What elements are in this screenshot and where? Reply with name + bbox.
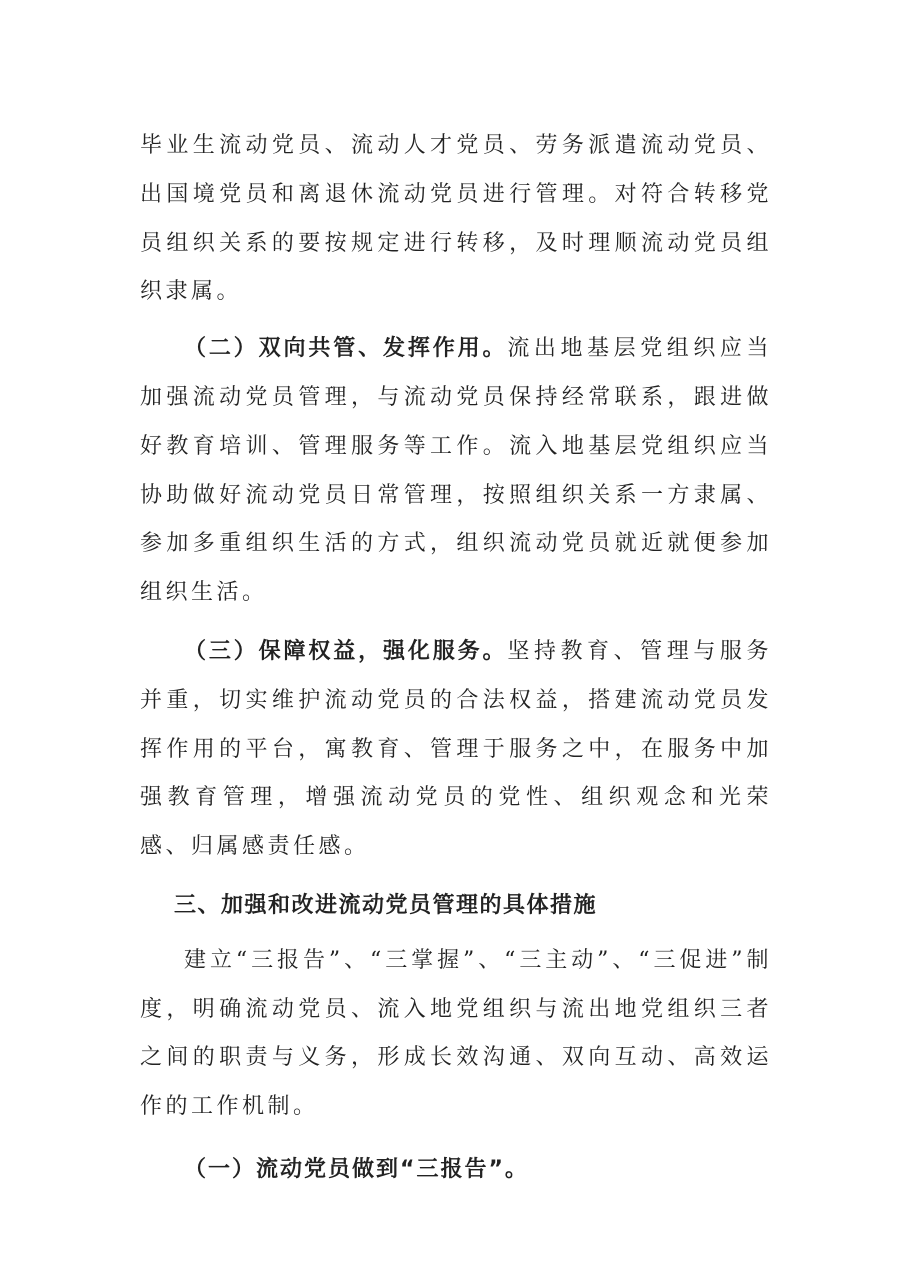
subheading-1: （一）流动党员做到“三报告”。 (184, 1156, 529, 1182)
paragraph-4 (140, 937, 772, 1132)
paragraph-2-text: 流出地基层党组织应当加强流动党员管理，与流动党员保持经常联系，跟进做好教育培训、管理服务等工作。流入地基层党组织应当协助做好流动党员日常管理，按照组织关系一方隶属、参加多重组织生活的方式，组织流动党员就近就便参加组织生活。 (140, 336, 772, 606)
paragraph-3 (140, 628, 772, 872)
paragraph-2 (140, 325, 772, 618)
paragraph-3-lead: （三）保障权益，强化服务。 (184, 638, 508, 664)
paragraph-1-text: 毕业生流动党员、流动人才党员、劳务派遣流动党员、出国境党员和离退休流动党员进行管理。对符合转移党员组织关系的要按规定进行转移，及时理顺流动党员组织隶属。 (140, 133, 772, 305)
paragraph-4-text: 建立“三报告”、“三掌握”、“三主动”、“三促进”制度，明确流动党员、流入地党组织与流出地党组织三者之间的职责与义务，形成长效沟通、双向互动、高效运作的工作机制。 (140, 947, 772, 1120)
paragraph-1 (140, 122, 772, 317)
paragraph-3-text: 坚持教育、管理与服务并重，切实维护流动党员的合法权益，搭建流动党员发挥作用的平台，寓教育、管理于服务之中，在服务中加强教育管理，增强流动党员的党性、组织观念和光荣感、归属感责任感。 (140, 638, 772, 860)
paragraph-2-lead: （二）双向共管、发挥作用。 (184, 336, 508, 362)
section-heading: 三、加强和改进流动党员管理的具体措施 (174, 892, 598, 918)
document-page (140, 122, 772, 1195)
